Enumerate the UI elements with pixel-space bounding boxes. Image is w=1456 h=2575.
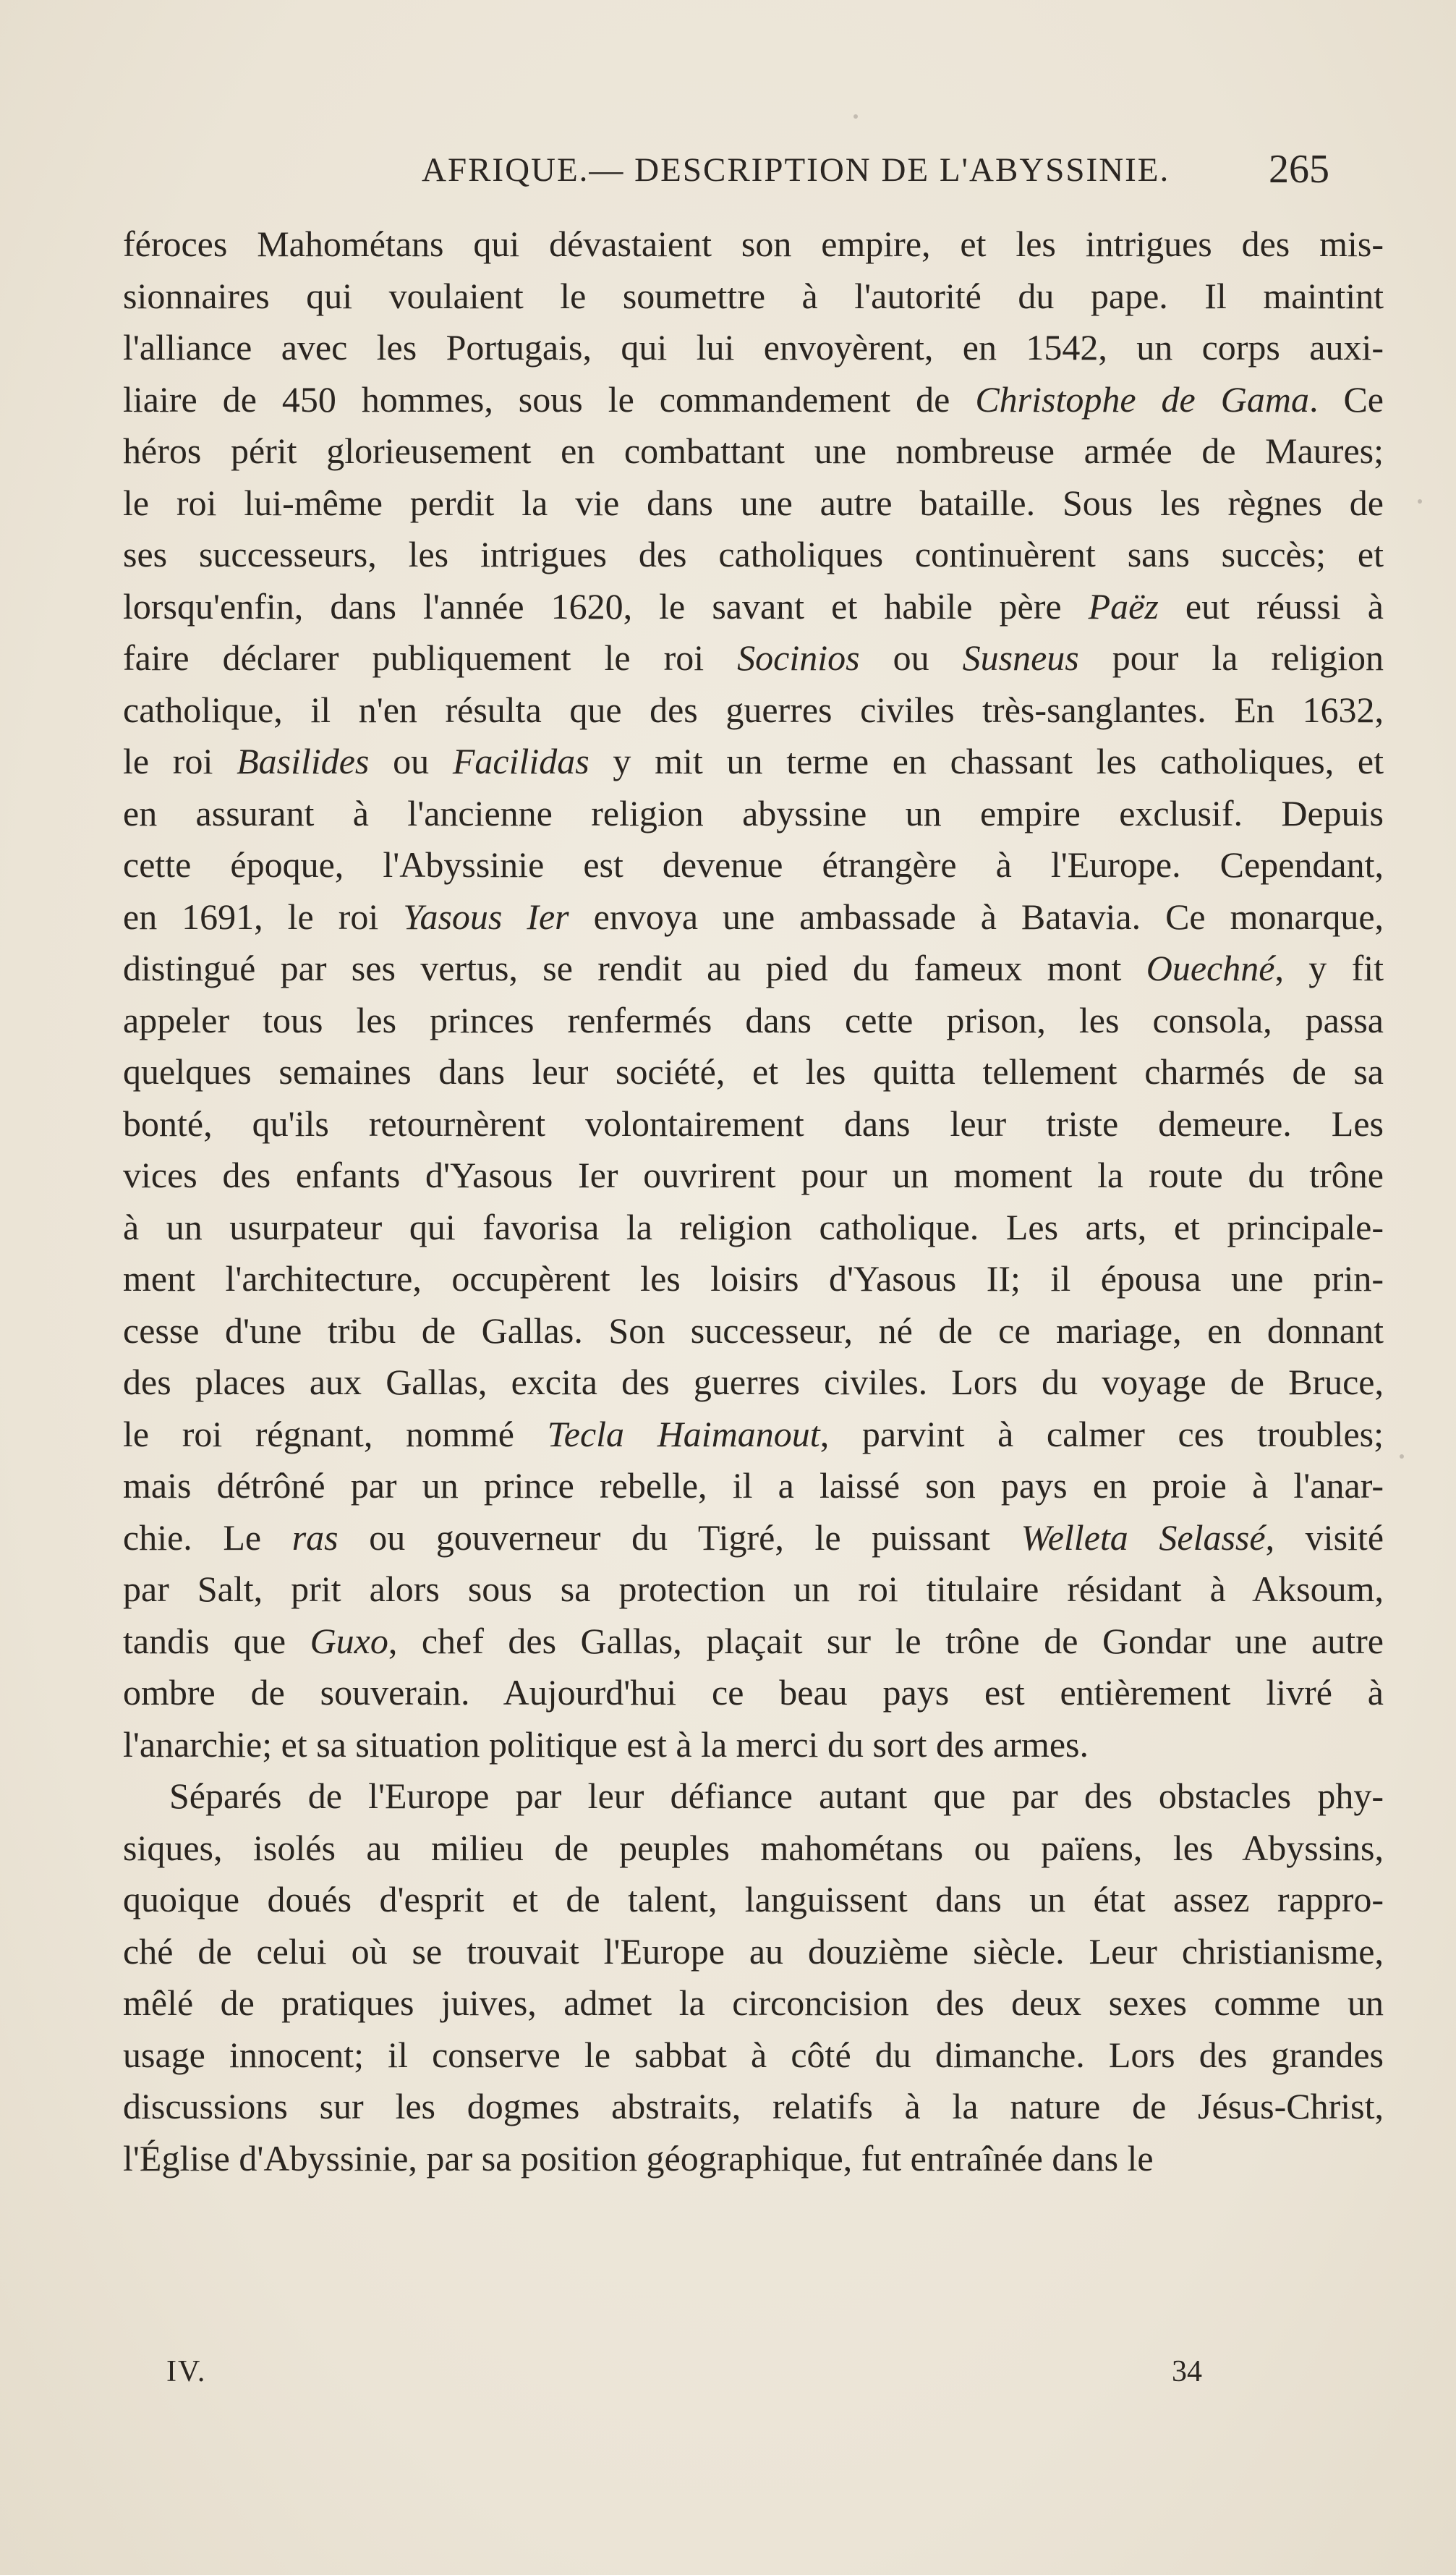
italic-term: Tecla Haimanout: [547, 1413, 820, 1454]
volume-number: IV.: [166, 2355, 207, 2388]
text-line: par Salt, prit alors sous sa protection un roi titulaire résidant à Aksoum,: [123, 1569, 1384, 1609]
running-title: AFRIQUE.— DESCRIPTION DE L'ABYSSINIE.: [422, 151, 1170, 189]
text-line: catholique, il n'en résulta que des guerres civiles très-sanglantes. En 1632,: [123, 689, 1384, 730]
paragraph: [123, 1770, 1384, 2184]
text-line: l'anarchie; et sa situation politique est à la merci du sort des armes.: [123, 1723, 1089, 1765]
text-line: bonté, qu'ils retournèrent volontairement dans leur triste demeure. Les: [123, 1103, 1384, 1144]
text-line: lorsqu'enfin, dans l'année 1620, le savant et habile père Paëz eut réussi à: [123, 585, 1384, 627]
italic-term: Socinios: [737, 637, 860, 678]
text-line: faire déclarer publiquement le roi Socinios ou Susneus pour la religion: [123, 637, 1384, 678]
text-line: cesse d'une tribu de Gallas. Son successeur, né de ce mariage, en donnant: [123, 1310, 1384, 1351]
text-line: l'Église d'Abyssinie, par sa position géographique, fut entraînée dans le: [123, 2137, 1154, 2179]
text-line: mêlé de pratiques juives, admet la circoncision des deux sexes comme un: [123, 1982, 1384, 2023]
text-line: en 1691, le roi Yasous Ier envoya une ambassade à Batavia. Ce monarque,: [123, 896, 1384, 937]
page-number: 265: [1269, 147, 1329, 192]
text-line: distingué par ses vertus, se rendit au pied du fameux mont Ouechné, y fit: [123, 948, 1384, 988]
paper-fleck: [853, 114, 858, 119]
text-line: quelques semaines dans leur société, et les quitta tellement charmés de sa: [123, 1051, 1384, 1092]
page-footer: [123, 2354, 1384, 2398]
text-line: tandis que Guxo, chef des Gallas, plaçait sur le trône de Gondar une autre: [123, 1620, 1384, 1661]
text-line: l'alliance avec les Portugais, qui lui envoyèrent, en 1542, un corps auxi-: [123, 327, 1384, 368]
text-line: le roi Basilides ou Facilidas y mit un terme en chassant les catholiques, et: [123, 741, 1384, 781]
text-line: en assurant à l'ancienne religion abyssine un empire exclusif. Depuis: [123, 792, 1384, 833]
text-line: ment l'architecture, occupèrent les loisirs d'Yasous II; il épousa une prin-: [123, 1258, 1384, 1299]
italic-term: Yasous Ier: [403, 896, 569, 937]
paragraph: [123, 219, 1384, 1770]
text-line: héros périt glorieusement en combattant une nombreuse armée de Maures;: [123, 430, 1384, 471]
text-line: des places aux Gallas, excita des guerres civiles. Lors du voyage de Bruce,: [123, 1362, 1384, 1402]
text-line: discussions sur les dogmes abstraits, relatifs à la nature de Jésus-Christ,: [123, 2086, 1384, 2126]
italic-term: Susneus: [962, 637, 1079, 678]
italic-term: Welleta Selassé: [1021, 1516, 1266, 1558]
text-line: le roi lui-même perdit la vie dans une autre bataille. Sous les règnes de: [123, 482, 1384, 523]
text-line: Séparés de l'Europe par leur défiance autant que par des obstacles phy-: [169, 1776, 1384, 1816]
text-line: siques, isolés au milieu de peuples mahométans ou païens, les Abyssins,: [123, 1827, 1384, 1868]
text-line: sionnaires qui voulaient le soumettre à l'autorité du pape. Il maintint: [123, 275, 1384, 316]
text-line: mais détrôné par un prince rebelle, il a laissé son pays en proie à l'anar-: [123, 1465, 1384, 1506]
text-line: liaire de 450 hommes, sous le commandement de Christophe de Gama. Ce: [123, 378, 1384, 420]
body-text: [123, 219, 1384, 2184]
text-line: chie. Le ras ou gouverneur du Tigré, le puissant Welleta Selassé, visité: [123, 1516, 1384, 1558]
italic-term: Christophe de Gama: [975, 378, 1309, 420]
italic-term: Paëz: [1088, 585, 1159, 627]
paper-fleck: [1400, 1454, 1404, 1459]
italic-term: Guxo: [310, 1620, 388, 1661]
page-header: [123, 147, 1439, 201]
italic-term: ras: [291, 1516, 339, 1558]
italic-term: Ouechné: [1146, 948, 1275, 988]
text-line: vices des enfants d'Yasous Ier ouvrirent pour un moment la route du trône: [123, 1155, 1384, 1195]
text-line: ché de celui où se trouvait l'Europe au douzième siècle. Leur christianisme,: [123, 1930, 1384, 1972]
signature-mark: 34: [1172, 2355, 1202, 2388]
text-line: féroces Mahométans qui dévastaient son empire, et les intrigues des mis-: [123, 224, 1384, 264]
text-line: le roi régnant, nommé Tecla Haimanout, parvint à calmer ces troubles;: [123, 1413, 1384, 1454]
text-line: quoique doués d'esprit et de talent, languissent dans un état assez rappro-: [123, 1879, 1384, 1919]
text-line: ombre de souverain. Aujourd'hui ce beau pays est entièrement livré à: [123, 1672, 1384, 1713]
paper-fleck: [1418, 499, 1422, 504]
italic-term: Basilides: [237, 741, 370, 781]
text-line: usage innocent; il conserve le sabbat à côté du dimanche. Lors des grandes: [123, 2034, 1384, 2075]
text-line: cette époque, l'Abyssinie est devenue étrangère à l'Europe. Cependant,: [123, 844, 1384, 885]
text-line: à un usurpateur qui favorisa la religion catholique. Les arts, et principale-: [123, 1206, 1384, 1247]
italic-term: Facilidas: [452, 741, 589, 781]
text-line: appeler tous les princes renfermés dans cette prison, les consola, passa: [123, 999, 1384, 1040]
text-line: ses successeurs, les intrigues des catholiques continuèrent sans succès; et: [123, 534, 1384, 574]
